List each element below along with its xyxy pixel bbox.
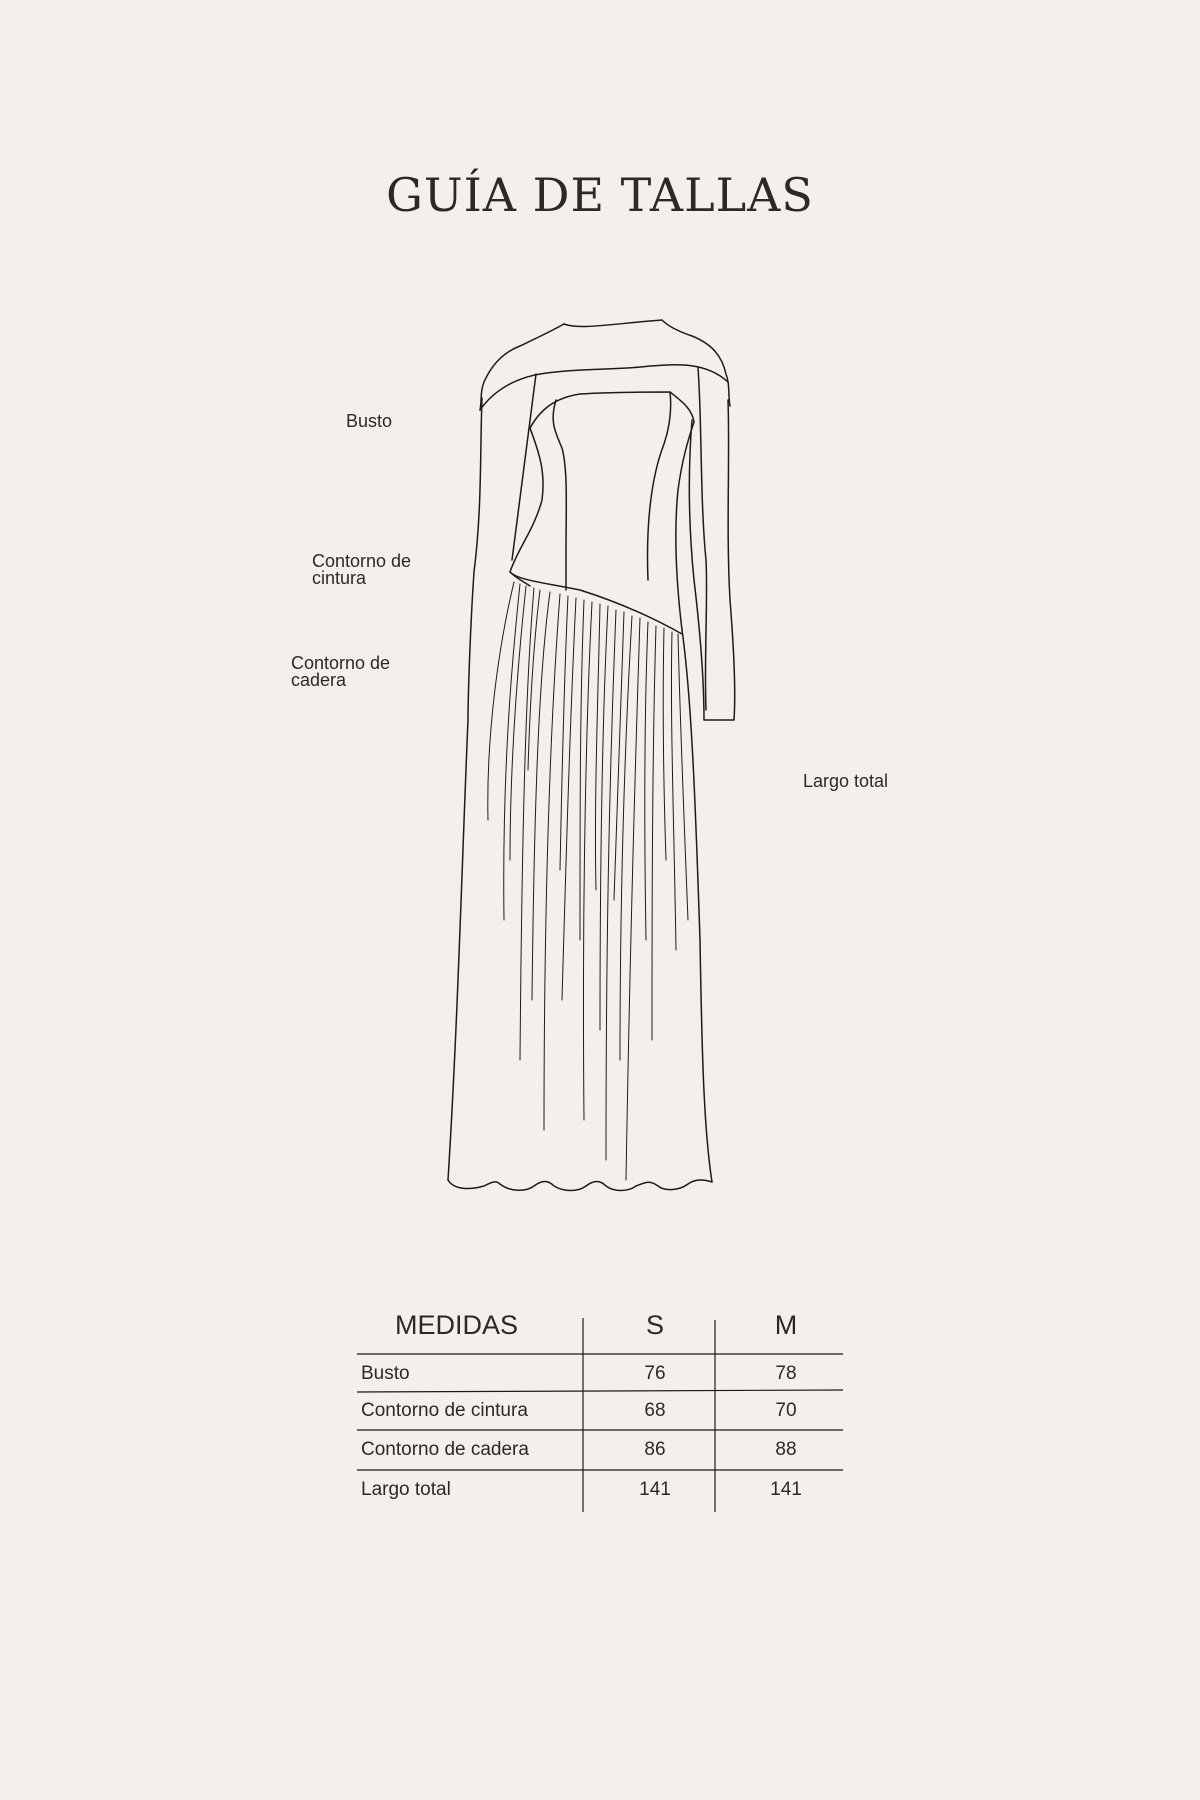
row-value-m: 88	[775, 1439, 797, 1460]
row-value-s: 68	[644, 1400, 666, 1421]
row-value-s: 141	[639, 1479, 671, 1500]
dress-right-sleeve	[689, 400, 735, 720]
header-size-m: M	[774, 1310, 798, 1340]
table-row	[357, 1472, 843, 1510]
row-value-m: 141	[770, 1479, 802, 1500]
row-value-s: 86	[644, 1439, 666, 1460]
dress-skirt-left	[448, 720, 468, 1180]
row-label: Busto	[361, 1363, 410, 1384]
table-row	[357, 1432, 843, 1470]
dress-drape-lines	[488, 582, 688, 1180]
dress-waist-seam	[510, 572, 682, 634]
label-busto: Busto	[346, 411, 393, 431]
dress-left-sleeve	[468, 398, 482, 720]
page-title: GUÍA DE TALLAS	[386, 168, 814, 222]
row-label: Contorno de cintura	[361, 1400, 528, 1421]
label-contorno-cadera: Contorno de cadera	[291, 653, 391, 690]
dress-neckline	[564, 320, 692, 336]
table-row	[357, 1356, 843, 1394]
dress-bodice-left-dart	[553, 400, 566, 590]
row-value-m: 78	[775, 1363, 797, 1384]
dress-left-sleeve-inner	[512, 374, 536, 560]
dress-bodice-right-dart	[648, 392, 671, 580]
row-label: Contorno de cadera	[361, 1439, 529, 1460]
dress-shawl-edge	[480, 365, 728, 410]
dress-skirt-right	[682, 630, 712, 1182]
label-contorno-cintura: Contorno de cintura	[312, 551, 412, 588]
header-medidas: MEDIDAS	[395, 1310, 519, 1340]
dress-left-shoulder	[480, 324, 564, 410]
dress-bodice-right	[676, 422, 694, 630]
row-label: Largo total	[361, 1479, 451, 1500]
dress-hem	[448, 1180, 712, 1191]
dress-illustration	[430, 300, 770, 1220]
label-largo-total: Largo total	[803, 771, 889, 791]
header-size-s: S	[645, 1310, 664, 1340]
table-row	[357, 1393, 843, 1431]
row-value-m: 70	[775, 1400, 797, 1421]
size-table	[357, 1300, 843, 1512]
size-table-header	[357, 1300, 843, 1354]
row-value-s: 76	[644, 1363, 666, 1384]
